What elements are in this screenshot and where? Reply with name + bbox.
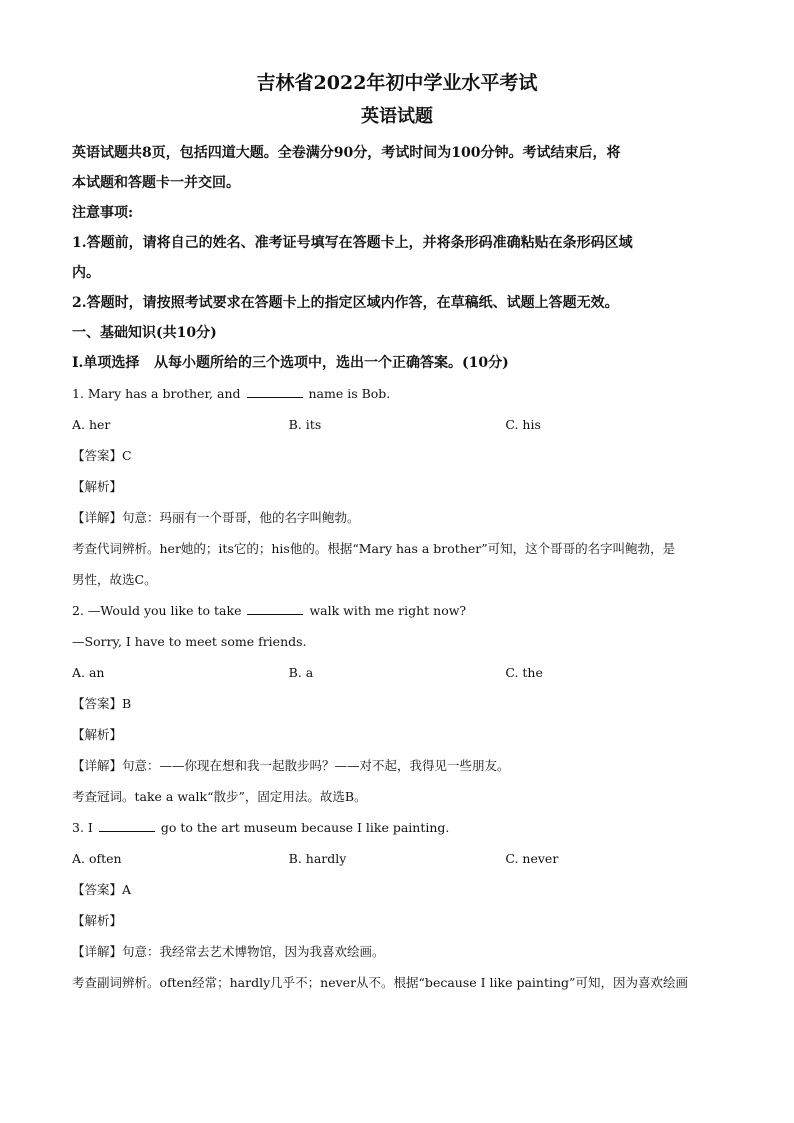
note-1-line-2: 内。	[72, 265, 100, 281]
question-stem	[72, 812, 722, 843]
answer-value: C	[122, 448, 132, 463]
explanation-line-1: 考查副词辨析。often经常；hardly几乎不；never从不。根据“because I like painting”可知，因为喜欢绘画	[72, 975, 688, 990]
explanation-line-1: 考查代词辨析。her她的；its它的；his他的。根据“Mary has a brother”可知，这个哥哥的名字叫鲍勃，是	[72, 541, 676, 556]
exam-subtitle: 英语试题	[361, 106, 433, 127]
stem-text-before: 1. Mary has a brother, and	[72, 386, 241, 401]
answer-line	[72, 688, 722, 719]
answer-blank	[247, 386, 303, 398]
options-row	[72, 657, 722, 688]
answer-line	[72, 440, 722, 471]
detail-text: 句意：玛丽有一个哥哥，他的名字叫鲍勃。	[122, 510, 360, 525]
detail-label: 【详解】	[72, 758, 123, 773]
question-stem	[72, 378, 722, 409]
part-title: 一、基础知识(共10分)	[72, 325, 217, 341]
option-a: A. her	[72, 417, 111, 432]
options-row	[72, 409, 722, 440]
detail-label: 【详解】	[72, 944, 123, 959]
question-2	[72, 595, 722, 812]
question-3	[72, 812, 722, 998]
option-b: B. a	[288, 665, 314, 680]
answer-label: 【答案】	[72, 448, 123, 463]
detail-line	[72, 936, 722, 967]
explanation-line-1: 考查冠词。take a walk“散步”，固定用法。故选B。	[72, 789, 367, 804]
explanation-line-2: 男性，故选C。	[72, 572, 157, 587]
options-row	[72, 843, 722, 874]
detail-line	[72, 750, 722, 781]
stem-text-before: 2. —Would you like to take	[72, 603, 242, 618]
answer-blank	[99, 820, 155, 832]
answer-label: 【答案】	[72, 696, 123, 711]
answer-blank	[247, 603, 303, 615]
stem-text-after: name is Bob.	[308, 386, 391, 401]
option-c: C. his	[505, 417, 541, 432]
exam-title: 吉林省2022年初中学业水平考试	[256, 72, 538, 94]
notes-heading: 注意事项:	[72, 205, 134, 221]
analysis-label: 【解析】	[72, 727, 123, 742]
option-b: B. its	[288, 417, 322, 432]
option-b: B. hardly	[288, 851, 347, 866]
answer-value: A	[122, 882, 132, 897]
answer-value: B	[122, 696, 132, 711]
intro-line-1: 英语试题共8页，包括四道大题。全卷满分90分，考试时间为100分钟。考试结束后，将	[72, 145, 621, 161]
answer-label: 【答案】	[72, 882, 123, 897]
section-instructions: I.单项选择 从每小题所给的三个选项中，选出一个正确答案。(10分)	[72, 355, 509, 371]
exam-page	[72, 66, 722, 998]
question-stem	[72, 595, 722, 626]
analysis-label: 【解析】	[72, 913, 123, 928]
detail-label: 【详解】	[72, 510, 123, 525]
detail-text: 句意：我经常去艺术博物馆，因为我喜欢绘画。	[122, 944, 385, 959]
detail-text: 句意：——你现在想和我一起散步吗？——对不起，我得见一些朋友。	[122, 758, 510, 773]
option-a: A. an	[72, 665, 105, 680]
answer-line	[72, 874, 722, 905]
stem-text-before: 3. I	[72, 820, 93, 835]
note-1-line-1: 1.答题前，请将自己的姓名、准考证号填写在答题卡上，并将条形码准确粘贴在条形码区域	[72, 235, 633, 251]
stem-text-after: go to the art museum because I like painting.	[160, 820, 450, 835]
question-stem-line-2: —Sorry, I have to meet some friends.	[72, 634, 307, 649]
intro-line-2: 本试题和答题卡一并交回。	[72, 175, 240, 191]
option-c: C. the	[505, 665, 543, 680]
question-1	[72, 378, 722, 595]
stem-text-after: walk with me right now?	[309, 603, 467, 618]
analysis-label: 【解析】	[72, 479, 123, 494]
option-a: A. often	[72, 851, 122, 866]
note-2: 2.答题时，请按照考试要求在答题卡上的指定区域内作答，在草稿纸、试题上答题无效。	[72, 295, 619, 311]
option-c: C. never	[505, 851, 559, 866]
detail-line	[72, 502, 722, 533]
